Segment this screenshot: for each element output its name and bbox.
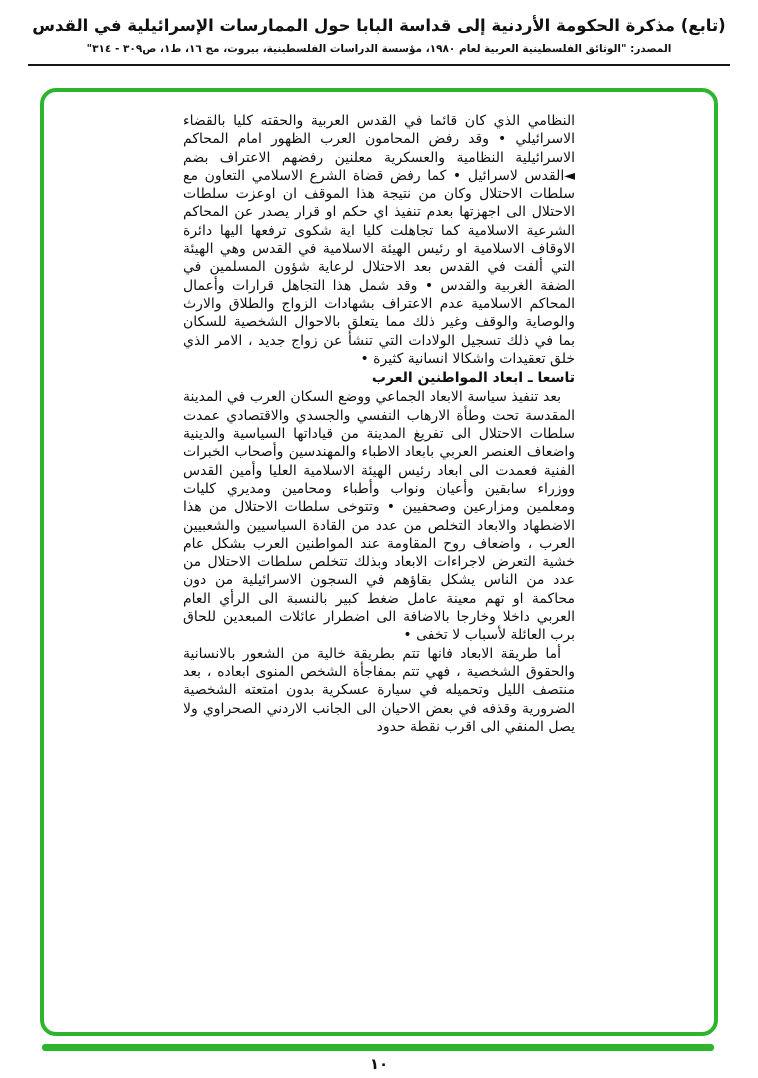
document-title: (تابع) مذكرة الحكومة الأردنية إلى قداسة البابا حول الممارسات الإسرائيلية في القدس xyxy=(32,16,726,35)
body-paragraph-3: أما طريقة الابعاد فانها تتم بطريقة خالية من الشعور بالانسانية والحقوق الشخصية ، فهي تتم بمفاجأة الشخص المنوى ابعاده ، بعد منتصف الليل وتحميله في سيارة عسكرية بدون امتعته الشخصية الضرورية وقذفه في بعض الاحيان الى الجانب الاردني الصحراوي ولا يصل المنفي الى اقرب نقطة حدود xyxy=(183,645,575,735)
source-citation: المصدر: "الوثائق الفلسطينية العربية لعام ١٩٨٠، مؤسسة الدراسات الفلسطينية، بيروت، مج ١٦، ط١، ص٣٠٩ - ٣١٤" xyxy=(86,43,672,55)
highlight-border-box xyxy=(40,88,718,1036)
body-paragraph-1: النظامي الذي كان قائما في القدس العربية والحقته كليا بالقضاء الاسرائيلي • وقد رفض المحامون العرب الظهور امام المحاكم الاسرائيلية النظامية والعسكرية معلنين رفضهم الاعتراف بضم ◄القدس لاسرائيل • كما رفض قضاة الشرع الاسلامي التعاون مع سلطات الاحتلال وكان من نتيجة هذا الموقف ان اوعزت سلطات الاحتلال الى اجهزتها بعدم تنفيذ اي حكم او قرار يصدر عن المحاكم الشرعية الاسلامية كما تجاهلت كليا اية شكوى ترفعها اليها دائرة الاوقاف الاسلامية او رئيس الهيئة الاسلامية في القدس وهي الهيئة التي ألفت في القدس بعد الاحتلال لرعاية شؤون المسلمين في الضفة الغربية والقدس • وقد شمل هذا التجاهل قرارات وأعمال المحاكم الاسلامية عدم الاعتراف بشهادات الزواج والطلاق والارث والوصاية والوقف وغير ذلك مما يتعلق بالاحوال الشخصية للسكان بما في ذلك تسجيل الولادات التي تنشأ عن زواج جديد ، الامر الذي خلق تعقيدات واشكالا انسانية كثيرة • xyxy=(183,113,575,367)
section-heading: تاسعا ـ ابعاد المواطنين العرب xyxy=(371,370,575,387)
body-text-column xyxy=(183,112,575,736)
body-paragraph-2: بعد تنفيذ سياسة الابعاد الجماعي ووضع السكان العرب في المدينة المقدسة تحت وطأة الارهاب النفسي والجسدي والاقتصادي عمدت سلطات الاحتلال الى تفريغ المدينة من قياداتها السياسية والدينية واضعاف العنصر العربي بابعاد الاطباء والمهندسين وأصحاب الخبرات الفنية فعمدت الى ابعاد رئيس الهيئة الاسلامية العليا وأمين القدس ووزراء سابقين وأعيان ونواب وأطباء ومحامين ومديري كليات ومعلمين ومزارعين وصحفيين • وتتوخى سلطات الاحتلال من هذا الاضطهاد والابعاد التخلص من عدد من القادة السياسيين والشعبيين العرب ، واضعاف روح المقاومة عند المواطنين العرب بشكل عام خشية التعرض لاجراءات الابعاد وبذلك تتخلص سلطات الاحتلال من عدد من الناس يشكل بقاؤهم في السجون الاسرائيلية من دون محاكمة او تهم معينة عامل ضغط كبير بالنسبة الى الرأي العام العربي داخلا وخارجا بالاضافة الى اضطرار عائلات المبعدين للحاق برب العائلة لأسباب لا تخفى • xyxy=(183,389,575,644)
header-divider xyxy=(28,64,730,66)
page-number: ١٠ xyxy=(369,1055,389,1073)
bottom-green-bar xyxy=(42,1044,714,1051)
document-header xyxy=(0,0,758,66)
